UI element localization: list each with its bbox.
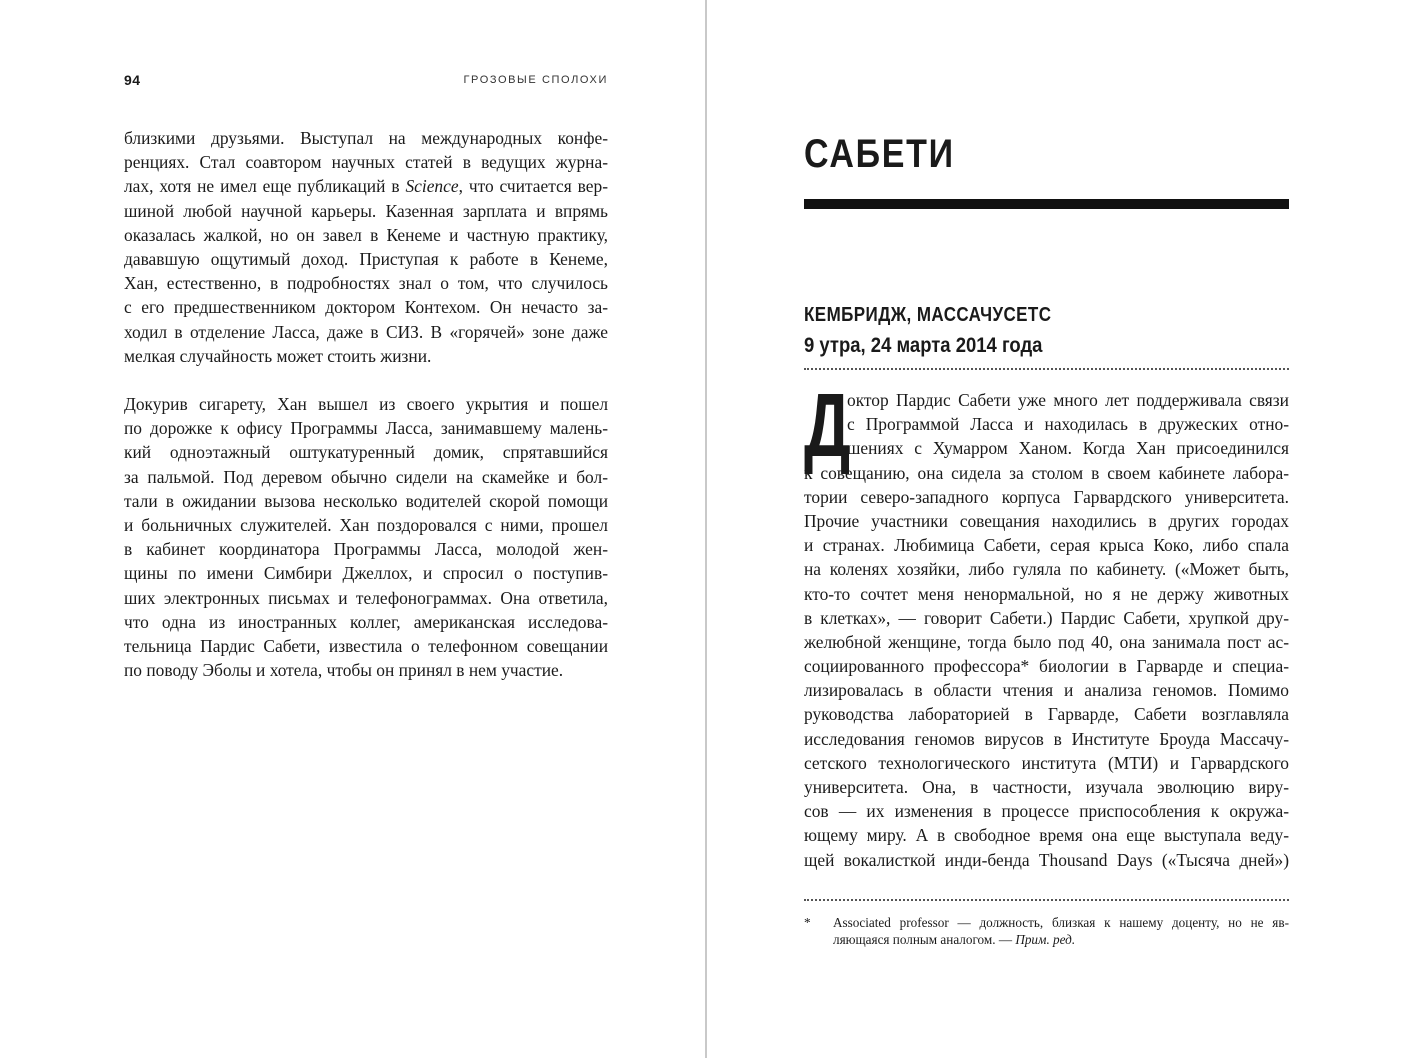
footnote-line: [833, 931, 1289, 948]
text-line: ходил в отделение Ласса, даже в СИЗ. В «горячей» зоне даже: [124, 321, 608, 342]
left-page-header: [124, 72, 608, 92]
footnote-text: [833, 914, 1289, 948]
text-line: в клетках», — говорит Сабети.) Пардис Сабети, хрупкой дру-: [804, 607, 1289, 628]
text-line: мелкая случайность может стоить жизни.: [124, 345, 432, 366]
footnote-run: ляющаяся полным аналогом. —: [833, 932, 1016, 947]
text-line: дававшую ощутимый доход. Приступая к работе в Кенеме,: [124, 248, 608, 269]
text-line: тории северо-западного корпуса Гарвардского университета.: [804, 486, 1289, 507]
text-line: с его предшественником доктором Контехом. Он нечасто за-: [124, 297, 608, 318]
text-line: ющему миру. А в свободное время она еще выступала веду-: [804, 825, 1289, 846]
date-heading: 9 утра, 24 марта 2014 года: [804, 334, 1043, 357]
text-run: , что считается вер-: [458, 176, 608, 197]
text-line: исследования геномов вирусов в Институте Броуда Массачу-: [804, 728, 1289, 749]
footnote: [804, 914, 1289, 948]
text-line: на коленях хозяйки, либо гуляла по кабинету. («Может быть,: [804, 559, 1289, 580]
right-paragraph: [804, 376, 1289, 872]
text-line: сов — их изменения в процессе приспособления к окружа-: [804, 801, 1289, 822]
dotted-divider-top: [804, 368, 1289, 370]
text-line: кто-то сочтет меня ненормальной, но я не держу животных: [804, 583, 1289, 604]
text-line: университета. Она, в частности, изучала эволюцию виру-: [804, 777, 1289, 797]
text-line: [124, 174, 608, 198]
text-line: щей вокалисткой инди-бенда Thousand Days («Тысяча дней»): [804, 849, 1289, 870]
text-line: кий одноэтажный оштукатуренный домик, спрятавшийся: [124, 442, 608, 463]
text-line: за пальмой. Под деревом обычно сидели на скамейке и бол-: [124, 466, 608, 487]
text-line: сетского технологического института (МТИ) и Гарвардского: [804, 752, 1289, 773]
text-line: ших электронных письмах и телефонограммах. Она ответила,: [124, 587, 608, 608]
text-line: желюбной женщине, тогда было под 40, она занимала пост ас-: [804, 631, 1289, 652]
text-run: лах, хотя не имел еще публикаций в: [124, 176, 400, 197]
text-line: щины по имени Симбири Джеллох, и спросил о поступив-: [124, 563, 608, 584]
text-line: по поводу Эболы и хотела, чтобы он принял в нем участие.: [124, 660, 564, 681]
text-line: в кабинет координатора Программы Ласса, молодой жен-: [124, 539, 608, 560]
text-line: социированного профессора* биологии в Гарварде и специа-: [804, 656, 1289, 677]
page-gutter: [705, 0, 707, 1058]
left-paragraph-1: [124, 126, 608, 368]
footnote-divider: [804, 899, 1289, 901]
text-line: по дорожке к офису Программы Ласса, занимавшему малень-: [124, 418, 608, 439]
drop-cap: Д: [804, 376, 851, 476]
text-line: шиной любой научной карьеры. Казенная зарплата и впрямь: [124, 200, 608, 221]
right-page: [708, 0, 1410, 1058]
text-line: тали в ожидании вызова несколько водителей скорой помощи: [124, 490, 608, 511]
text-line: октор Пардис Сабети уже много лет поддерживала связи: [847, 390, 1289, 410]
text-line: близкими друзьями. Выступал на международных конфе-: [124, 128, 608, 148]
text-line: с Программой Ласса и находилась в дружеских отно-: [847, 414, 1289, 435]
text-line: Докурив сигарету, Хан вышел из своего укрытия и пошел: [124, 394, 608, 414]
journal-name: Science: [405, 176, 459, 197]
page-number: 94: [124, 72, 141, 88]
text-line: Хан, естественно, в подробностях знал о том, что случилось: [124, 273, 608, 294]
footnote-mark: *: [804, 915, 811, 930]
running-head: ГРОЗОВЫЕ СПОЛОХИ: [463, 74, 608, 86]
text-line: тельница Пардис Сабети, известила о телефонном совещании: [124, 635, 608, 656]
left-paragraph-2: [124, 392, 608, 682]
text-line: руководства лабораторией в Гарварде, Сабети возглавляла: [804, 704, 1289, 725]
footnote-line: Associated professor — должность, близкая к нашему доценту, но не яв-: [833, 915, 1289, 930]
text-line: шениях с Хумарром Ханом. Когда Хан присоединился: [847, 438, 1289, 459]
editor-note: Прим. ред.: [1015, 932, 1076, 947]
text-line: лизировалась в области чтения и анализа геномов. Помимо: [804, 680, 1289, 701]
text-line: к совещанию, она сидела за столом в своем кабинете лабора-: [804, 462, 1289, 483]
text-line: что одна из иностранных коллег, американская исследова-: [124, 611, 608, 632]
text-line: Прочие участники совещания находились в других городах: [804, 510, 1289, 531]
text-line: и больничных служителей. Хан поздоровался с ними, прошел: [124, 514, 608, 535]
text-line: ренциях. Стал соавтором научных статей в ведущих журна-: [124, 152, 608, 173]
chapter-title: САБЕТИ: [804, 132, 955, 176]
location-heading: КЕМБРИДЖ, МАССАЧУСЕТС: [804, 304, 1052, 326]
text-line: и странах. Любимица Сабети, серая крыса Коко, либо спала: [804, 535, 1289, 556]
text-line: оказалась жалкой, но он завел в Кенеме и частную практику,: [124, 224, 608, 245]
title-rule: [804, 199, 1289, 209]
